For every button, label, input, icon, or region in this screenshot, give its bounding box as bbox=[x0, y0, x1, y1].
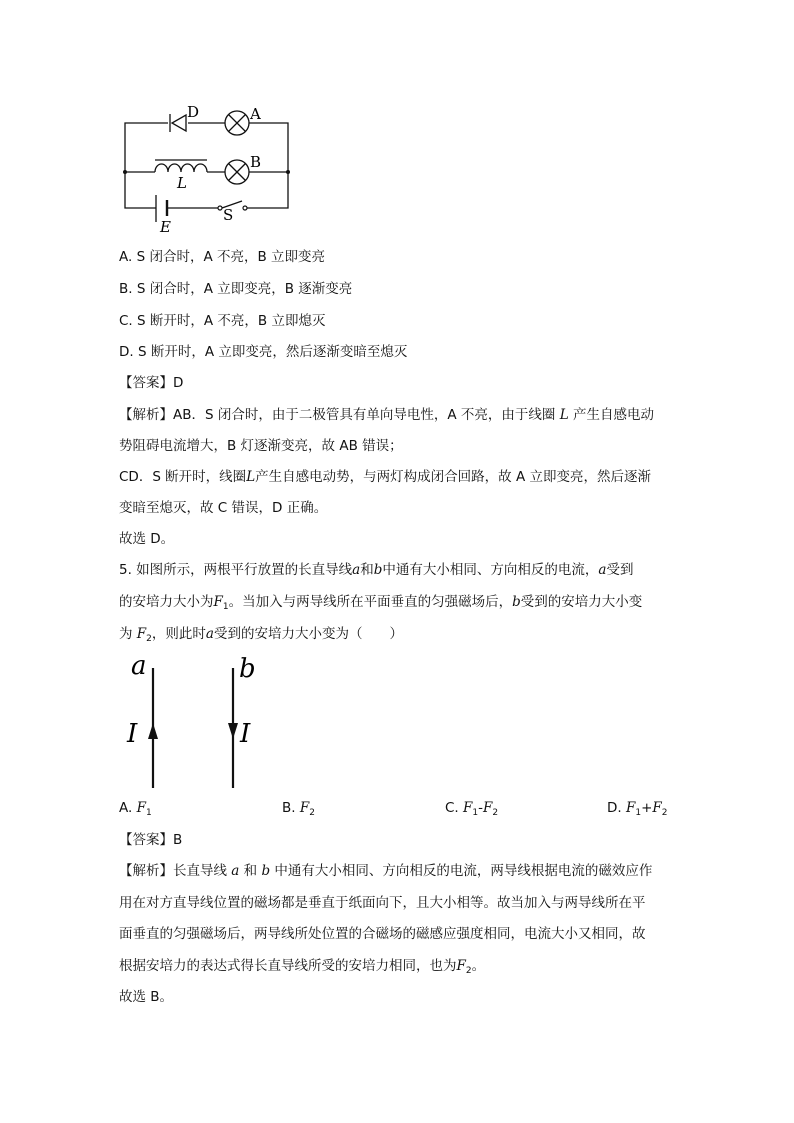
inductor-var: L bbox=[246, 469, 256, 485]
q4-analysis-text: 产生自感电动 bbox=[572, 407, 654, 423]
q5-analysis-tag: 【解析】 bbox=[119, 863, 173, 879]
subscript-1: 1 bbox=[222, 602, 229, 612]
circuit-diagram bbox=[110, 96, 310, 241]
q4-analysis-line-2: 势阻碍电流增大，B 灯逐渐变亮，故 AB 错误； bbox=[119, 438, 403, 454]
option-prefix: A. bbox=[119, 800, 137, 816]
var-a: a bbox=[231, 863, 240, 879]
subscript-1: 1 bbox=[145, 808, 152, 818]
minus-sign: - bbox=[478, 800, 483, 816]
var-F: F bbox=[483, 800, 493, 816]
subscript-2: 2 bbox=[492, 808, 499, 818]
q4-option-c: C. S 断开时，A 不亮，B 立即熄灭 bbox=[119, 313, 326, 329]
var-F: F bbox=[136, 626, 147, 642]
q4-analysis-text: 产生自感电动势，与两灯构成闭合回路，故 A 立即变亮，然后逐渐 bbox=[255, 469, 651, 485]
var-F: F bbox=[463, 800, 473, 816]
current-label-b: I bbox=[240, 719, 251, 749]
junction-left bbox=[123, 170, 127, 174]
q5-stem-text: 的安培力大小为 bbox=[119, 594, 214, 610]
subscript-1: 1 bbox=[472, 808, 479, 818]
diode-label: D bbox=[187, 103, 200, 121]
option-prefix: C. bbox=[445, 800, 464, 816]
q4-analysis-line-4: 变暗至熄灭，故 C 错误，D 正确。 bbox=[119, 500, 328, 516]
q4-option-d: D. S 断开时，A 立即变亮，然后逐渐变暗至熄灭 bbox=[119, 344, 408, 360]
subscript-2: 2 bbox=[309, 808, 315, 818]
var-F: F bbox=[299, 800, 310, 816]
var-a: a bbox=[352, 562, 361, 578]
switch-label: S bbox=[223, 206, 234, 224]
q5-stem-line-1 bbox=[119, 560, 633, 580]
q5-stem-line-2 bbox=[119, 592, 642, 617]
wire-b-label: b bbox=[239, 654, 256, 684]
q5-stem-text: 和 bbox=[360, 562, 374, 578]
lamp-a-label: A bbox=[250, 105, 261, 123]
var-F: F bbox=[456, 958, 466, 974]
var-F: F bbox=[625, 800, 636, 816]
battery-label: E bbox=[160, 218, 171, 236]
current-label-a: I bbox=[127, 719, 138, 749]
q5-analysis-line-1 bbox=[119, 861, 652, 881]
option-prefix: B. bbox=[282, 800, 300, 816]
junction-right bbox=[286, 170, 290, 174]
q5-option-d bbox=[607, 798, 668, 823]
var-b: b bbox=[261, 863, 271, 879]
wires-diagram bbox=[120, 650, 280, 792]
q5-stem-text: 中通有大小相同、方向相反的电流， bbox=[382, 562, 599, 578]
diode-symbol bbox=[172, 115, 186, 131]
inductor-symbol bbox=[155, 164, 207, 172]
q4-analysis-text: AB．S 闭合时，由于二极管具有单向导电性，A 不亮，由于线圈 bbox=[173, 407, 556, 423]
q5-stem-text: 5. 如图所示，两根平行放置的长直导线 bbox=[119, 562, 353, 578]
q4-answer-value: D bbox=[173, 375, 184, 391]
q4-analysis-line-3 bbox=[119, 467, 651, 487]
subscript-1: 1 bbox=[635, 808, 642, 818]
subscript-2: 2 bbox=[465, 966, 472, 976]
q5-analysis-line-2: 用在对方直导线位置的磁场都是垂直于纸面向下，且大小相等。故当加入与两导线所在平 bbox=[119, 895, 646, 911]
q4-analysis-text: CD．S 断开时，线圈 bbox=[119, 469, 247, 485]
q4-option-b: B. S 闭合时，A 立即变亮，B 逐渐变亮 bbox=[119, 281, 353, 297]
q4-answer-line bbox=[119, 373, 183, 393]
subscript-2: 2 bbox=[146, 634, 152, 644]
q5-conclusion: 故选 B。 bbox=[119, 989, 174, 1005]
var-a: a bbox=[598, 562, 607, 578]
q5-option-a bbox=[119, 798, 152, 823]
q5-analysis-text: 根据安培力的表达式得长直导线所受的安培力相同，也为 bbox=[119, 958, 457, 974]
var-b: b bbox=[373, 562, 383, 578]
q5-answer-line bbox=[119, 830, 182, 850]
q5-stem-text: 。当加入与两导线所在平面垂直的匀强磁场后， bbox=[228, 594, 513, 610]
lamp-b-label: B bbox=[250, 153, 262, 171]
q5-analysis-text: 。 bbox=[471, 958, 486, 974]
q5-option-c bbox=[445, 798, 498, 823]
plus-sign: + bbox=[641, 800, 653, 816]
q4-answer-tag: 【答案】 bbox=[119, 375, 173, 391]
inductor-label: L bbox=[177, 174, 187, 192]
q5-answer-value: B bbox=[173, 832, 183, 848]
q4-analysis-line-1 bbox=[119, 405, 654, 425]
q5-option-b bbox=[282, 798, 315, 823]
var-b: b bbox=[512, 594, 521, 610]
q4-option-a: A. S 闭合时，A 不亮，B 立即变亮 bbox=[119, 249, 326, 265]
q5-stem-text: ，则此时 bbox=[151, 626, 206, 642]
wire-b-arrow-down bbox=[228, 723, 238, 739]
var-a: a bbox=[205, 626, 214, 642]
wire-a-label: a bbox=[131, 651, 147, 681]
q5-stem-text: 受到的安培力大小变 bbox=[520, 594, 643, 610]
q5-analysis-text: 和 bbox=[243, 863, 258, 879]
inductor-var: L bbox=[559, 407, 569, 423]
q5-analysis-line-3: 面垂直的匀强磁场后，两导线所处位置的合磁场的磁感应强度相同，电流大小又相同，故 bbox=[119, 926, 646, 942]
q5-stem-text: 为 bbox=[119, 626, 133, 642]
switch-contact-left bbox=[218, 206, 222, 210]
q5-stem-text: 受到 bbox=[606, 562, 634, 578]
option-prefix: D. bbox=[607, 800, 626, 816]
q5-stem-line-3 bbox=[119, 624, 403, 649]
q5-answer-tag: 【答案】 bbox=[119, 832, 173, 848]
q5-stem-text: 受到的安培力大小变为（ ） bbox=[213, 626, 403, 642]
q5-analysis-line-4 bbox=[119, 956, 485, 981]
top-branch-wire bbox=[125, 123, 288, 172]
var-F: F bbox=[652, 800, 662, 816]
switch-contact-right bbox=[243, 206, 247, 210]
wire-a-arrow-up bbox=[148, 723, 158, 739]
bottom-branch-wire bbox=[125, 172, 288, 208]
q4-conclusion: 故选 D。 bbox=[119, 531, 175, 547]
q5-analysis-text: 长直导线 bbox=[173, 863, 227, 879]
var-F: F bbox=[213, 594, 223, 610]
q4-analysis-tag: 【解析】 bbox=[119, 407, 173, 423]
q5-analysis-text: 中通有大小相同、方向相反的电流，两导线根据电流的磁效应作 bbox=[274, 863, 653, 879]
subscript-2: 2 bbox=[661, 808, 668, 818]
var-F: F bbox=[136, 800, 146, 816]
